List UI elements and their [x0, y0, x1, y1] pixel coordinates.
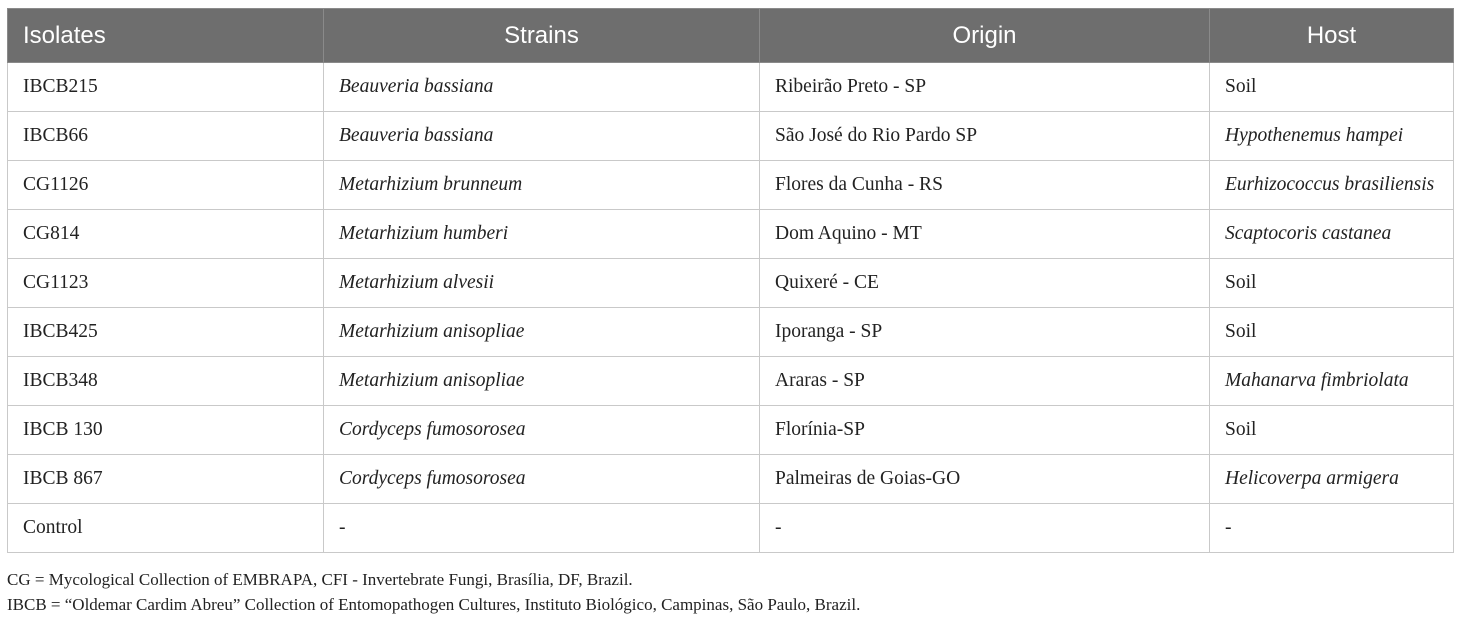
cell-strain: Beauveria bassiana: [324, 63, 760, 112]
cell-strain: Beauveria bassiana: [324, 112, 760, 161]
cell-isolate: IBCB215: [8, 63, 324, 112]
table-row: [8, 504, 1454, 553]
cell-isolate: IBCB348: [8, 357, 324, 406]
header-row: [8, 9, 1454, 63]
cell-host: Soil: [1210, 406, 1454, 455]
isolates-table-container: [7, 8, 1453, 553]
footnote-cg: CG = Mycological Collection of EMBRAPA, CFI - Invertebrate Fungi, Brasília, DF, Brazil.: [7, 570, 633, 589]
cell-origin: Iporanga - SP: [760, 308, 1210, 357]
table-row: [8, 357, 1454, 406]
cell-origin: Florínia-SP: [760, 406, 1210, 455]
cell-isolate: CG814: [8, 210, 324, 259]
cell-strain: Metarhizium brunneum: [324, 161, 760, 210]
cell-strain: Metarhizium humberi: [324, 210, 760, 259]
cell-strain: Metarhizium anisopliae: [324, 357, 760, 406]
cell-host: Soil: [1210, 308, 1454, 357]
cell-isolate: Control: [8, 504, 324, 553]
cell-strain: Cordyceps fumosorosea: [324, 455, 760, 504]
table-row: [8, 308, 1454, 357]
cell-origin: Dom Aquino - MT: [760, 210, 1210, 259]
table-row: [8, 112, 1454, 161]
header-origin: Origin: [760, 9, 1210, 63]
cell-strain: Cordyceps fumosorosea: [324, 406, 760, 455]
table-row: [8, 455, 1454, 504]
cell-strain: Metarhizium alvesii: [324, 259, 760, 308]
cell-host: Eurhizococcus brasiliensis: [1210, 161, 1454, 210]
table-header: [8, 9, 1454, 63]
cell-host: Soil: [1210, 259, 1454, 308]
table-row: [8, 161, 1454, 210]
table-row: [8, 63, 1454, 112]
cell-isolate: IBCB425: [8, 308, 324, 357]
header-strains: Strains: [324, 9, 760, 63]
cell-origin: São José do Rio Pardo SP: [760, 112, 1210, 161]
cell-host: Soil: [1210, 63, 1454, 112]
cell-host: Hypothenemus hampei: [1210, 112, 1454, 161]
cell-strain: Metarhizium anisopliae: [324, 308, 760, 357]
cell-origin: Quixeré - CE: [760, 259, 1210, 308]
table-row: [8, 210, 1454, 259]
cell-host: Scaptocoris castanea: [1210, 210, 1454, 259]
cell-strain: -: [324, 504, 760, 553]
cell-origin: Flores da Cunha - RS: [760, 161, 1210, 210]
table-row: [8, 406, 1454, 455]
header-host: Host: [1210, 9, 1454, 63]
header-isolates: Isolates: [8, 9, 324, 63]
isolates-table: [7, 8, 1454, 553]
table-row: [8, 259, 1454, 308]
cell-origin: Palmeiras de Goias-GO: [760, 455, 1210, 504]
cell-isolate: IBCB66: [8, 112, 324, 161]
table-body: [8, 63, 1454, 553]
cell-host: -: [1210, 504, 1454, 553]
cell-isolate: CG1123: [8, 259, 324, 308]
cell-host: Mahanarva fimbriolata: [1210, 357, 1454, 406]
cell-origin: Araras - SP: [760, 357, 1210, 406]
footnote-ibcb: IBCB = “Oldemar Cardim Abreu” Collection of Entomopathogen Cultures, Instituto Biológico, Campinas, São Paulo, Brazil.: [7, 595, 861, 614]
cell-origin: Ribeirão Preto - SP: [760, 63, 1210, 112]
cell-isolate: IBCB 867: [8, 455, 324, 504]
table-footnotes: [7, 567, 860, 617]
cell-origin: -: [760, 504, 1210, 553]
cell-isolate: IBCB 130: [8, 406, 324, 455]
cell-host: Helicoverpa armigera: [1210, 455, 1454, 504]
cell-isolate: CG1126: [8, 161, 324, 210]
